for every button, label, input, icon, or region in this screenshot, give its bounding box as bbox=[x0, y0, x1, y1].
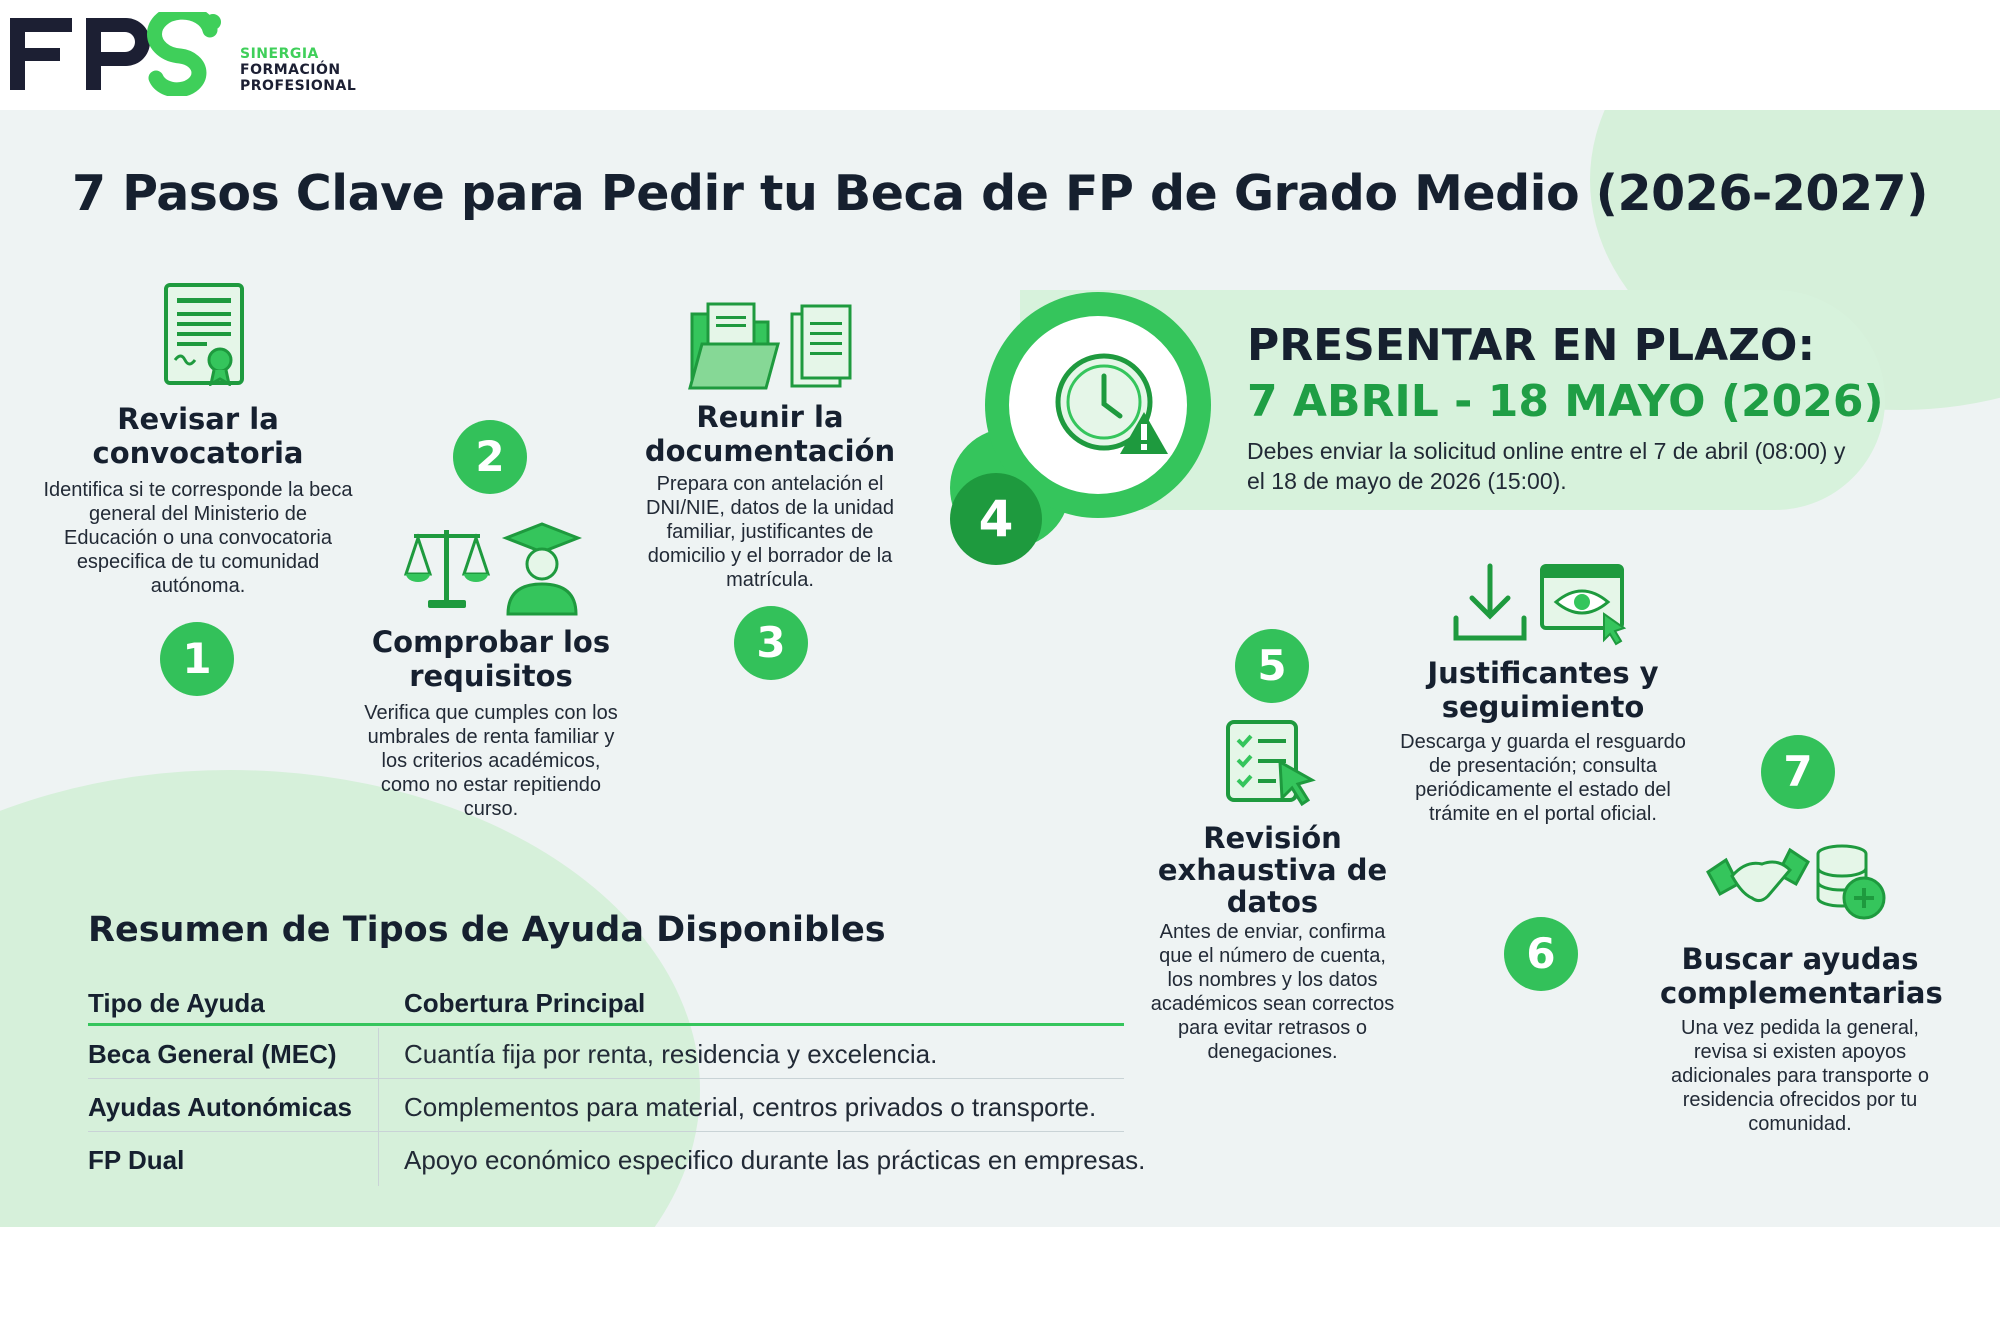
brand-line-2: FORMACIÓN bbox=[240, 62, 341, 78]
step-description: Antes de enviar, confirma que el número de cuenta, los nombres y los datos académicos sean correctos para evitar retrasos o denegaciones. bbox=[1150, 921, 1395, 1063]
table-cell: Complementos para material, centros privados o transporte. bbox=[404, 1092, 1097, 1122]
fps-logo-icon bbox=[10, 12, 225, 96]
step-description: Prepara con antelación el DNI/NIE, datos de la unidad familiar, justificantes de domicilio y el borrador de la matrícula. bbox=[646, 473, 894, 591]
step-number-badge: 2 bbox=[453, 420, 527, 494]
handshake-coins-icon bbox=[1704, 842, 1890, 924]
infographic bbox=[0, 110, 2000, 1227]
step-number-badge: 6 bbox=[1504, 917, 1578, 991]
step-7 bbox=[1660, 942, 1943, 1136]
page-title: 7 Pasos Clave para Pedir tu Beca de FP de Grado Medio (2026-2027) bbox=[71, 165, 1929, 222]
clock-warning-icon bbox=[1052, 350, 1172, 460]
step-description: Verifica que cumples con los umbrales de renta familiar y los criterios académicos, como no estar repitiendo curso. bbox=[364, 702, 618, 820]
summary-table bbox=[88, 980, 1146, 1185]
step-title: Revisión exhaustiva de datos bbox=[1157, 821, 1388, 919]
header-cell: Cobertura Principal bbox=[404, 988, 646, 1018]
step-title: Comprobar los requisitos bbox=[371, 625, 611, 693]
download-view-icon bbox=[1452, 562, 1632, 652]
table-row bbox=[88, 1079, 1124, 1132]
header bbox=[0, 0, 2000, 110]
folder-documents-icon bbox=[688, 300, 854, 390]
deadline-dates: 7 ABRIL - 18 MAYO (2026) bbox=[1247, 376, 1884, 427]
summary-title: Resumen de Tipos de Ayuda Disponibles bbox=[88, 910, 886, 950]
table-header bbox=[88, 980, 1124, 1026]
deadline-description: Debes enviar la solicitud online entre el 7 de abril (08:00) y el 18 de mayo de 2026 (15:00). bbox=[1247, 438, 1846, 494]
brand-line-1: SINERGIA bbox=[240, 46, 319, 62]
step-title: Revisar la convocatoria bbox=[92, 402, 304, 470]
step-3 bbox=[630, 400, 910, 592]
step-description: Una vez pedida la general, revisa si existen apoyos adicionales para transporte o residencia ofrecidos por tu comunidad. bbox=[1671, 1017, 1929, 1135]
step-title: Reunir la documentación bbox=[644, 400, 896, 468]
step-1 bbox=[40, 402, 356, 598]
brand-text bbox=[240, 46, 356, 94]
step-number-badge: 4 bbox=[950, 473, 1042, 565]
table-cell: Cuantía fija por renta, residencia y excelencia. bbox=[404, 1039, 938, 1069]
table-cell: FP Dual bbox=[88, 1145, 185, 1175]
step-number-badge: 7 bbox=[1761, 735, 1835, 809]
deadline-title: PRESENTAR EN PLAZO: bbox=[1247, 320, 1816, 371]
step-description: Descarga y guarda el resguardo de presentación; consulta periódicamente el estado del trámite en el portal oficial. bbox=[1400, 731, 1686, 825]
step-6 bbox=[1398, 656, 1688, 826]
step-description: Identifica si te corresponde la beca general del Ministerio de Educación o una convocatoria especifica de tu comunidad autónoma. bbox=[43, 479, 353, 597]
table-cell: Ayudas Autonómicas bbox=[88, 1092, 352, 1122]
scales-graduate-icon bbox=[402, 520, 582, 616]
table-cell: Apoyo económico especifico durante las prácticas en empresas. bbox=[404, 1145, 1146, 1175]
table-cell: Beca General (MEC) bbox=[88, 1039, 337, 1069]
step-title: Justificantes y seguimiento bbox=[1427, 656, 1659, 724]
step-number-badge: 3 bbox=[734, 606, 808, 680]
step-2 bbox=[360, 625, 622, 821]
step-number-badge: 5 bbox=[1235, 629, 1309, 703]
step-number-badge: 1 bbox=[160, 622, 234, 696]
table-row bbox=[88, 1026, 1124, 1079]
checklist-cursor-icon bbox=[1224, 718, 1318, 808]
brand-line-3: PROFESIONAL bbox=[240, 78, 357, 94]
table-row bbox=[88, 1132, 1146, 1185]
step-title: Buscar ayudas complementarias bbox=[1660, 942, 1943, 1010]
step-5 bbox=[1150, 822, 1395, 1064]
header-cell: Tipo de Ayuda bbox=[88, 988, 265, 1018]
certificate-icon bbox=[163, 282, 247, 386]
